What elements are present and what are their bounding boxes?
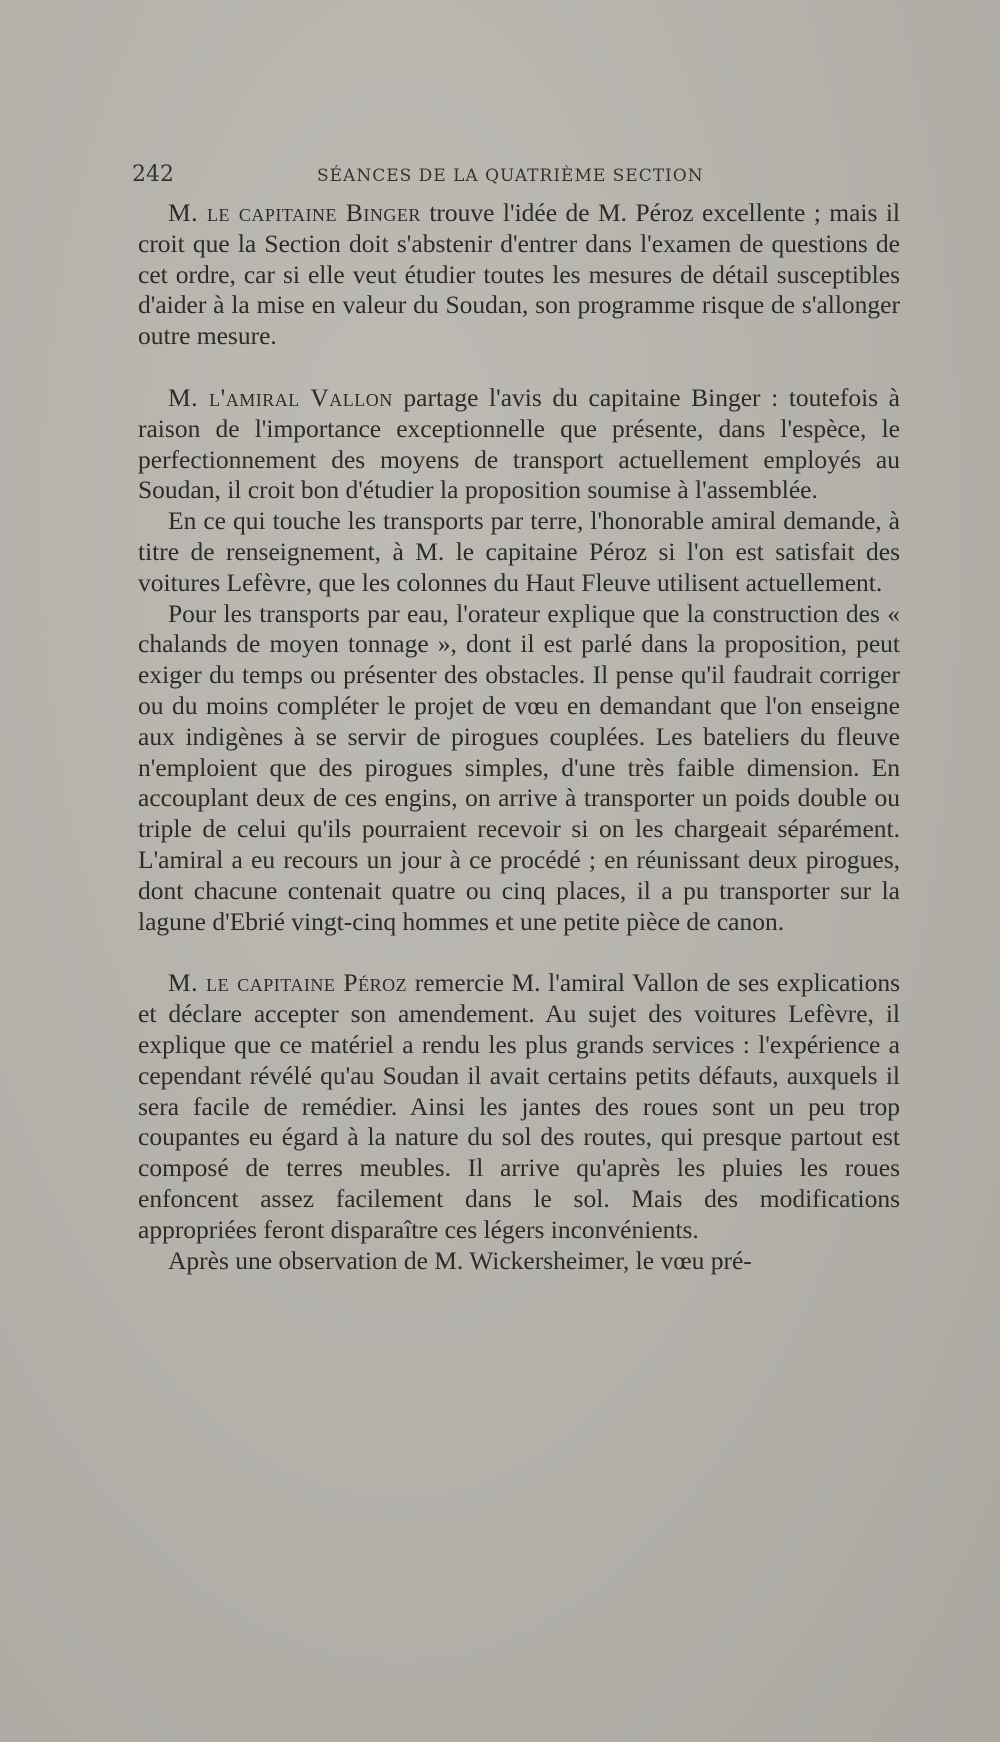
paragraph-text: En ce qui touche les transports par terre, l'honorable amiral demande, à titre de renseignement, à M. le capitaine Péroz si l'on est satisfait des voitures Lefèvre, que les colonnes du Haut Fleuve utilisent actuellement.: [138, 506, 900, 597]
page-number: 242: [132, 162, 174, 187]
speaker-name: M. l'amiral Vallon: [168, 382, 393, 412]
paragraph-text: remercie M. l'amiral Vallon de ses explications et déclare accepter son amendement. Au sujet des voitures Lefèvre, il explique que ce matériel a rendu les plus grands services : l'expérience a cependant révélé qu'au Soudan il avait certains petits défauts, auxquels il sera facile de remédier. Ainsi les jantes des roues sont un peu trop coupantes eu égard à la nature du sol des routes, qui presque partout est composé de terres meubles. Il arrive qu'après les pluies les roues enfoncent assez facilement dans le sol. Mais des modifications appropriées feront disparaître ces légers inconvénients.: [138, 968, 900, 1244]
running-head: SÉANCES DE LA QUATRIÈME SECTION: [317, 166, 704, 186]
paragraph-binger: [138, 198, 900, 352]
paragraph-text: Pour les transports par eau, l'orateur explique que la construction des « chalands de moyen tonnage », dont il est parlé dans la proposition, peut exiger du temps ou présenter des obstacles. Il pense qu'il faudrait corriger ou du moins compléter le projet de vœu en demandant que l'on enseigne aux indigènes à se servir de pirogues couplées. Les bateliers du fleuve n'emploient que des pirogues simples, d'une très faible dimension. En accouplant deux de ces engins, on arrive à transporter un poids double ou triple de celui qu'ils pourraient recevoir si on les chargeait séparément. L'amiral a eu recours un jour à ce procédé ; en réunissant deux pirogues, dont chacune contenait quatre ou cinq places, il a pu transporter sur la lagune d'Ebrié vingt-cinq hommes et une petite pièce de canon.: [138, 598, 900, 936]
paragraph-vallon: [138, 383, 900, 506]
paragraph-wickersheimer: [138, 1246, 900, 1277]
paragraph-land-transport: [138, 506, 900, 598]
speaker-name: M. le capitaine Binger: [168, 198, 421, 227]
paragraph-peroz: [138, 968, 900, 1245]
body-text: [138, 198, 900, 1276]
page-header: [132, 160, 897, 194]
paragraph-text: partage l'avis du capitaine Binger : toutefois à raison de l'importance exceptionnelle que présente, dans l'espèce, le perfectionnement des moyens de transport actuellement employés au Soudan, il croit bon d'étudier la proposition soumise à l'assemblée.: [138, 382, 901, 505]
paragraph-text: Après une observation de M. Wickersheimer, le vœu pré-: [168, 1245, 752, 1275]
paragraph-text: trouve l'idée de M. Péroz excellente ; mais il croit que la Section doit s'abstenir d'entrer dans l'examen de questions de cet ordre, car si elle veut étudier toutes les mesures de détail susceptibles d'aider à la mise en valeur du Soudan, son programme risque de s'allonger outre mesure.: [138, 198, 901, 351]
speaker-name: M. le capitaine Péroz: [168, 968, 408, 998]
paragraph-water-transport: [138, 599, 900, 938]
